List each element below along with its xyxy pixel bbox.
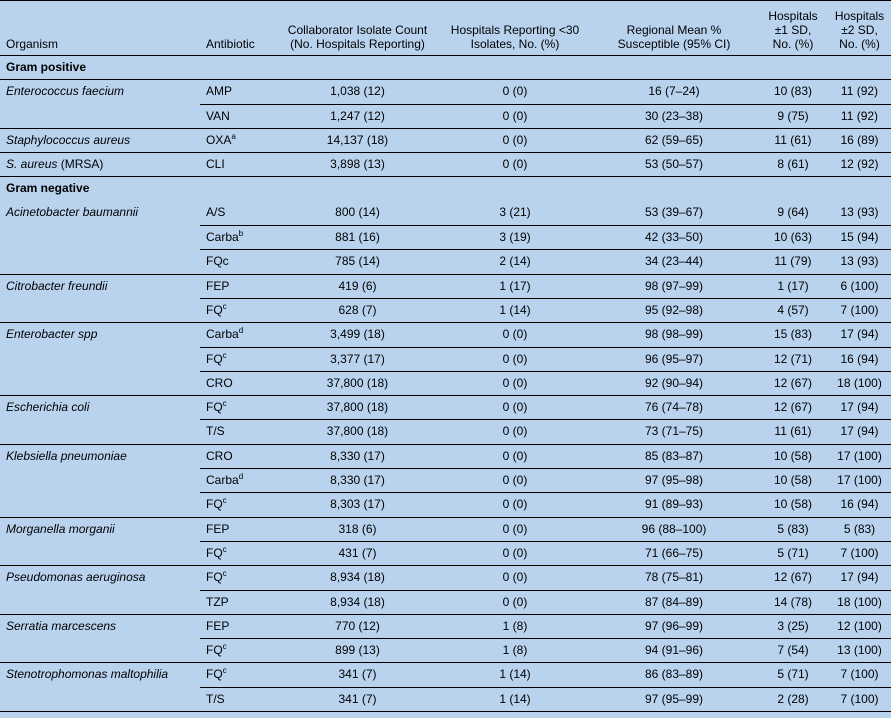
header-isolate-count: Collaborator Isolate Count (No. Hospitals Reporting) bbox=[287, 23, 428, 51]
regional-mean-cell: 96 (88–100) bbox=[590, 517, 758, 541]
sd1-cell: 9 (75) bbox=[758, 104, 828, 128]
regional-mean-cell: 95 (92–98) bbox=[590, 298, 758, 322]
lt30-cell: 0 (0) bbox=[440, 420, 590, 444]
regional-mean-cell: 94 (91–96) bbox=[590, 639, 758, 663]
sd1-cell: 10 (58) bbox=[758, 493, 828, 517]
lt30-cell: 0 (0) bbox=[440, 493, 590, 517]
table-row bbox=[0, 274, 891, 298]
isolate-count-cell: 1,247 (12) bbox=[275, 104, 440, 128]
isolate-count-cell: 770 (12) bbox=[275, 614, 440, 638]
organism-cell bbox=[0, 153, 200, 177]
organism-name: S. aureus bbox=[6, 157, 58, 172]
organism-name: Escherichia coli bbox=[6, 400, 90, 415]
antibiotic-name: FEP bbox=[206, 618, 230, 633]
antibiotic-name: FQ bbox=[206, 351, 223, 366]
antibiotic-cell bbox=[200, 663, 275, 687]
antibiotic-cell bbox=[200, 371, 275, 395]
header-organism: Organism bbox=[6, 37, 59, 51]
table-row bbox=[0, 420, 891, 444]
antibiotic-name: TZP bbox=[206, 594, 229, 609]
lt30-cell: 1 (17) bbox=[440, 274, 590, 298]
regional-mean-cell: 97 (95–98) bbox=[590, 469, 758, 493]
isolate-count-cell: 37,800 (18) bbox=[275, 420, 440, 444]
table-row bbox=[0, 590, 891, 614]
lt30-cell: 0 (0) bbox=[440, 128, 590, 152]
lt30-cell: 3 (21) bbox=[499, 205, 531, 220]
antibiotic-cell bbox=[200, 323, 275, 347]
antibiotic-cell bbox=[200, 541, 275, 565]
lt30-cell: 0 (0) bbox=[440, 153, 590, 177]
regional-mean-cell: 34 (23–44) bbox=[590, 250, 758, 274]
isolate-count-cell: 881 (16) bbox=[275, 226, 440, 250]
isolate-count-cell: 8,303 (17) bbox=[275, 493, 440, 517]
lt30-cell: 0 (0) bbox=[440, 80, 590, 104]
sd1-cell: 5 (71) bbox=[758, 663, 828, 687]
sd1-cell: 11 (61) bbox=[758, 128, 828, 152]
sd2-cell: 17 (100) bbox=[828, 444, 891, 468]
table-row bbox=[0, 371, 891, 395]
header-regional-mean: Regional Mean % Susceptible (95% CI) bbox=[617, 23, 731, 51]
antibiotic-name: OXA bbox=[206, 132, 232, 147]
sd2-cell: 17 (94) bbox=[828, 323, 891, 347]
antibiotic-name: FQ bbox=[206, 302, 223, 317]
isolate-count-cell: 8,330 (17) bbox=[275, 444, 440, 468]
antibiotic-cell bbox=[200, 590, 275, 614]
antibiotic-cell bbox=[200, 80, 275, 104]
sd2-cell: 13 (93) bbox=[828, 250, 891, 274]
table-row bbox=[0, 517, 891, 541]
sd1-cell: 4 (57) bbox=[758, 298, 828, 322]
regional-mean-cell: 87 (84–89) bbox=[590, 590, 758, 614]
isolate-count-cell: 419 (6) bbox=[275, 274, 440, 298]
antibiotic-name: CRO bbox=[206, 448, 233, 463]
footnote-marker: c bbox=[222, 666, 227, 676]
lt30-cell: 0 (0) bbox=[440, 541, 590, 565]
lt30-cell: 2 (14) bbox=[440, 250, 590, 274]
antibiotic-name: FQ bbox=[206, 545, 223, 560]
organism-cell bbox=[0, 274, 200, 298]
table-row bbox=[0, 469, 891, 493]
table-row bbox=[0, 298, 891, 322]
antibiotic-name: Carba bbox=[206, 230, 239, 245]
antibiotic-name: VAN bbox=[206, 108, 230, 123]
antibiotic-cell bbox=[200, 201, 275, 225]
organism-name: Morganella morganii bbox=[6, 521, 115, 536]
antibiotic-name: FQ bbox=[206, 400, 223, 415]
table-row bbox=[0, 104, 891, 128]
organism-name: Enterobacter spp bbox=[6, 327, 98, 342]
isolate-count-cell: 628 (7) bbox=[275, 298, 440, 322]
isolate-count-cell: 800 (14) bbox=[335, 205, 380, 220]
table-row bbox=[0, 201, 891, 225]
regional-mean-cell: 76 (74–78) bbox=[590, 396, 758, 420]
antibiotic-cell bbox=[200, 104, 275, 128]
table-row bbox=[0, 493, 891, 517]
antibiotic-name: FQ bbox=[206, 497, 223, 512]
organism-cell bbox=[0, 541, 200, 565]
antibiotic-name: Carba bbox=[206, 327, 239, 342]
organism-cell bbox=[0, 298, 200, 322]
sd1-cell: 8 (61) bbox=[758, 153, 828, 177]
antibiotic-cell bbox=[200, 493, 275, 517]
isolate-count-cell: 37,800 (18) bbox=[275, 371, 440, 395]
antibiotic-cell bbox=[200, 420, 275, 444]
sd1-cell: 11 (61) bbox=[758, 420, 828, 444]
antibiotic-name: T/S bbox=[206, 691, 225, 706]
sd1-cell: 10 (63) bbox=[758, 226, 828, 250]
lt30-cell: 0 (0) bbox=[440, 347, 590, 371]
footnote-marker: c bbox=[222, 496, 227, 506]
sd2-cell: 7 (100) bbox=[828, 687, 891, 711]
organism-cell bbox=[0, 80, 200, 104]
sd2-cell: 18 (100) bbox=[828, 371, 891, 395]
organism-cell bbox=[0, 663, 200, 687]
sd2-cell: 7 (100) bbox=[828, 541, 891, 565]
isolate-count-cell: 1,038 (12) bbox=[275, 80, 440, 104]
sd2-cell: 7 (100) bbox=[828, 298, 891, 322]
regional-mean-cell: 85 (83–87) bbox=[590, 444, 758, 468]
sd2-cell: 13 (100) bbox=[828, 639, 891, 663]
antibiotic-cell bbox=[200, 566, 275, 590]
organism-cell bbox=[0, 201, 200, 225]
sd2-cell: 12 (100) bbox=[828, 614, 891, 638]
sd1-cell: 9 (64) bbox=[777, 205, 809, 220]
organism-cell bbox=[0, 250, 200, 274]
organism-cell bbox=[0, 104, 200, 128]
organism-name: Citrobacter freundii bbox=[6, 278, 108, 293]
antibiotic-name: FEP bbox=[206, 278, 230, 293]
table-row bbox=[0, 323, 891, 347]
antibiotic-name: CLI bbox=[206, 157, 225, 172]
regional-mean-cell: 98 (98–99) bbox=[590, 323, 758, 347]
regional-mean-cell: 92 (90–94) bbox=[590, 371, 758, 395]
lt30-cell: 1 (14) bbox=[440, 687, 590, 711]
antibiotic-cell bbox=[200, 128, 275, 152]
sd2-cell: 12 (92) bbox=[828, 153, 891, 177]
regional-mean-cell: 62 (59–65) bbox=[590, 128, 758, 152]
organism-name: Klebsiella pneumoniae bbox=[6, 448, 127, 463]
antibiotic-cell bbox=[200, 347, 275, 371]
sd1-cell: 2 (28) bbox=[758, 687, 828, 711]
organism-cell bbox=[0, 493, 200, 517]
sd2-cell: 16 (94) bbox=[828, 493, 891, 517]
sd1-cell: 1 (17) bbox=[758, 274, 828, 298]
antibiotic-name: Carba bbox=[206, 473, 239, 488]
sd2-cell: 18 (100) bbox=[828, 590, 891, 614]
antibiotic-cell bbox=[200, 517, 275, 541]
regional-mean-cell: 53 (39–67) bbox=[644, 205, 704, 220]
sd2-cell: 7 (100) bbox=[828, 663, 891, 687]
sd1-cell: 5 (83) bbox=[758, 517, 828, 541]
regional-mean-cell: 97 (95–99) bbox=[590, 687, 758, 711]
sd1-cell: 12 (67) bbox=[758, 396, 828, 420]
isolate-count-cell: 3,377 (17) bbox=[275, 347, 440, 371]
antibiotic-name: AMP bbox=[206, 84, 233, 99]
footnote-marker: c bbox=[222, 399, 227, 409]
antibiotic-cell bbox=[200, 614, 275, 638]
table-row bbox=[0, 128, 891, 152]
section-row bbox=[0, 56, 891, 80]
table-row bbox=[0, 80, 891, 104]
organism-name: Staphylococcus aureus bbox=[6, 132, 131, 147]
regional-mean-cell: 78 (75–81) bbox=[590, 566, 758, 590]
isolate-count-cell: 14,137 (18) bbox=[275, 128, 440, 152]
antibiotic-cell bbox=[200, 396, 275, 420]
antibiotic-name: FEP bbox=[206, 521, 230, 536]
lt30-cell: 0 (0) bbox=[440, 566, 590, 590]
lt30-cell: 0 (0) bbox=[440, 396, 590, 420]
antibiotic-name: CRO bbox=[206, 375, 233, 390]
sd2-cell: 13 (93) bbox=[840, 205, 879, 220]
footnote-marker: c bbox=[222, 301, 227, 311]
header-sd2: Hospitals ±2 SD, No. (%) bbox=[834, 9, 885, 51]
lt30-cell: 1 (8) bbox=[440, 614, 590, 638]
antibiotic-cell bbox=[200, 250, 275, 274]
regional-mean-cell: 16 (7–24) bbox=[590, 80, 758, 104]
regional-mean-cell: 91 (89–93) bbox=[590, 493, 758, 517]
regional-mean-cell: 42 (33–50) bbox=[590, 226, 758, 250]
lt30-cell: 1 (14) bbox=[440, 663, 590, 687]
antibiotic-cell bbox=[200, 687, 275, 711]
sd1-cell: 10 (58) bbox=[758, 469, 828, 493]
antibiotic-cell bbox=[200, 226, 275, 250]
sd2-cell: 16 (94) bbox=[828, 347, 891, 371]
antibiotic-name: A/S bbox=[206, 205, 226, 220]
organism-cell bbox=[0, 639, 200, 663]
footnote-marker: a bbox=[231, 131, 236, 141]
header-sd1: Hospitals ±1 SD, No. (%) bbox=[768, 9, 818, 51]
isolate-count-cell: 8,330 (17) bbox=[275, 469, 440, 493]
regional-mean-cell: 98 (97–99) bbox=[590, 274, 758, 298]
isolate-count-cell: 899 (13) bbox=[275, 639, 440, 663]
antibiotic-cell bbox=[200, 298, 275, 322]
organism-name: Stenotrophomonas maltophilia bbox=[6, 667, 169, 682]
lt30-cell: 0 (0) bbox=[440, 517, 590, 541]
organism-cell bbox=[0, 226, 200, 250]
organism-cell bbox=[0, 128, 200, 152]
organism-cell bbox=[0, 420, 200, 444]
antibiotic-cell bbox=[200, 274, 275, 298]
footnote-marker: c bbox=[222, 642, 227, 652]
sd2-cell: 11 (92) bbox=[828, 80, 891, 104]
table-row bbox=[0, 663, 891, 687]
sd2-cell: 11 (92) bbox=[828, 104, 891, 128]
sd2-cell: 6 (100) bbox=[828, 274, 891, 298]
lt30-cell: 0 (0) bbox=[440, 444, 590, 468]
antibiotic-name: FQ bbox=[206, 570, 223, 585]
isolate-count-cell: 341 (7) bbox=[275, 663, 440, 687]
organism-name: Pseudomonas aeruginosa bbox=[6, 570, 146, 585]
table-row bbox=[0, 396, 891, 420]
header-antibiotic: Antibiotic bbox=[206, 37, 255, 51]
organism-cell bbox=[0, 566, 200, 590]
sd1-cell: 10 (58) bbox=[758, 444, 828, 468]
footnote-marker: d bbox=[238, 326, 244, 336]
table-row bbox=[0, 250, 891, 274]
lt30-cell: 0 (0) bbox=[440, 323, 590, 347]
section-label: Gram negative bbox=[0, 177, 891, 201]
sd1-cell: 3 (25) bbox=[758, 614, 828, 638]
organism-cell bbox=[0, 687, 200, 711]
table-row bbox=[0, 541, 891, 565]
section-label: Gram positive bbox=[0, 56, 891, 80]
regional-mean-cell: 86 (83–89) bbox=[590, 663, 758, 687]
footnote-marker: c bbox=[222, 569, 227, 579]
isolate-count-cell: 37,800 (18) bbox=[275, 396, 440, 420]
lt30-cell: 0 (0) bbox=[440, 371, 590, 395]
antibiotic-cell bbox=[200, 469, 275, 493]
organism-cell bbox=[0, 323, 200, 347]
table-row bbox=[0, 153, 891, 177]
lt30-cell: 0 (0) bbox=[440, 590, 590, 614]
sd2-cell: 17 (100) bbox=[828, 469, 891, 493]
isolate-count-cell: 3,499 (18) bbox=[275, 323, 440, 347]
lt30-cell: 1 (8) bbox=[440, 639, 590, 663]
footnote-marker: d bbox=[238, 472, 244, 482]
organism-name: Enterococcus faecium bbox=[6, 84, 125, 99]
lt30-cell: 1 (14) bbox=[440, 298, 590, 322]
footnote-marker: c bbox=[222, 350, 227, 360]
organism-cell bbox=[0, 469, 200, 493]
organism-cell bbox=[0, 347, 200, 371]
table-row bbox=[0, 347, 891, 371]
sd1-cell: 14 (78) bbox=[758, 590, 828, 614]
sd1-cell: 12 (67) bbox=[758, 371, 828, 395]
organism-cell bbox=[0, 590, 200, 614]
antibiotic-name: T/S bbox=[206, 424, 225, 439]
sd2-cell: 17 (94) bbox=[828, 566, 891, 590]
sd1-cell: 5 (71) bbox=[758, 541, 828, 565]
header-row bbox=[0, 1, 891, 56]
isolate-count-cell: 431 (7) bbox=[275, 541, 440, 565]
isolate-count-cell: 341 (7) bbox=[275, 687, 440, 711]
organism-cell bbox=[0, 517, 200, 541]
antibiotic-cell bbox=[200, 639, 275, 663]
antibiotic-name: FQc bbox=[206, 254, 229, 269]
isolate-count-cell: 3,898 (13) bbox=[275, 153, 440, 177]
regional-mean-cell: 53 (50–57) bbox=[590, 153, 758, 177]
organism-cell bbox=[0, 396, 200, 420]
isolate-count-cell: 8,934 (18) bbox=[275, 566, 440, 590]
sd2-cell: 16 (89) bbox=[828, 128, 891, 152]
sd1-cell: 12 (67) bbox=[758, 566, 828, 590]
organism-cell bbox=[0, 371, 200, 395]
isolate-count-cell: 318 (6) bbox=[275, 517, 440, 541]
table-row bbox=[0, 444, 891, 468]
isolate-count-cell: 785 (14) bbox=[275, 250, 440, 274]
table-row bbox=[0, 226, 891, 250]
footnote-marker: c bbox=[222, 544, 227, 554]
table-row bbox=[0, 687, 891, 711]
regional-mean-cell: 71 (66–75) bbox=[590, 541, 758, 565]
sd1-cell: 10 (83) bbox=[758, 80, 828, 104]
table-row bbox=[0, 639, 891, 663]
regional-mean-cell: 30 (23–38) bbox=[590, 104, 758, 128]
regional-mean-cell: 97 (96–99) bbox=[590, 614, 758, 638]
sd2-cell: 15 (94) bbox=[828, 226, 891, 250]
antibiotic-cell bbox=[200, 444, 275, 468]
organism-name: Serratia marcescens bbox=[6, 618, 117, 633]
table-row bbox=[0, 614, 891, 638]
section-row bbox=[0, 177, 891, 201]
lt30-cell: 0 (0) bbox=[440, 469, 590, 493]
organism-suffix: (MRSA) bbox=[57, 157, 104, 172]
regional-mean-cell: 96 (95–97) bbox=[590, 347, 758, 371]
header-lt30: Hospitals Reporting <30 Isolates, No. (%) bbox=[450, 23, 580, 51]
footnote-marker: b bbox=[238, 229, 244, 239]
regional-mean-cell: 73 (71–75) bbox=[590, 420, 758, 444]
sd2-cell: 17 (94) bbox=[828, 396, 891, 420]
isolate-count-cell: 8,934 (18) bbox=[275, 590, 440, 614]
lt30-cell: 3 (19) bbox=[440, 226, 590, 250]
lt30-cell: 0 (0) bbox=[440, 104, 590, 128]
antibiotic-cell bbox=[200, 153, 275, 177]
sd1-cell: 7 (54) bbox=[758, 639, 828, 663]
sd2-cell: 17 (94) bbox=[828, 420, 891, 444]
sd2-cell: 5 (83) bbox=[828, 517, 891, 541]
organism-cell bbox=[0, 444, 200, 468]
sd1-cell: 11 (79) bbox=[758, 250, 828, 274]
sd1-cell: 15 (83) bbox=[758, 323, 828, 347]
antibiotic-name: FQ bbox=[206, 667, 223, 682]
antibiotic-name: FQ bbox=[206, 643, 223, 658]
organism-name: Acinetobacter baumannii bbox=[6, 205, 139, 220]
table-row bbox=[0, 566, 891, 590]
organism-cell bbox=[0, 614, 200, 638]
sd1-cell: 12 (71) bbox=[758, 347, 828, 371]
